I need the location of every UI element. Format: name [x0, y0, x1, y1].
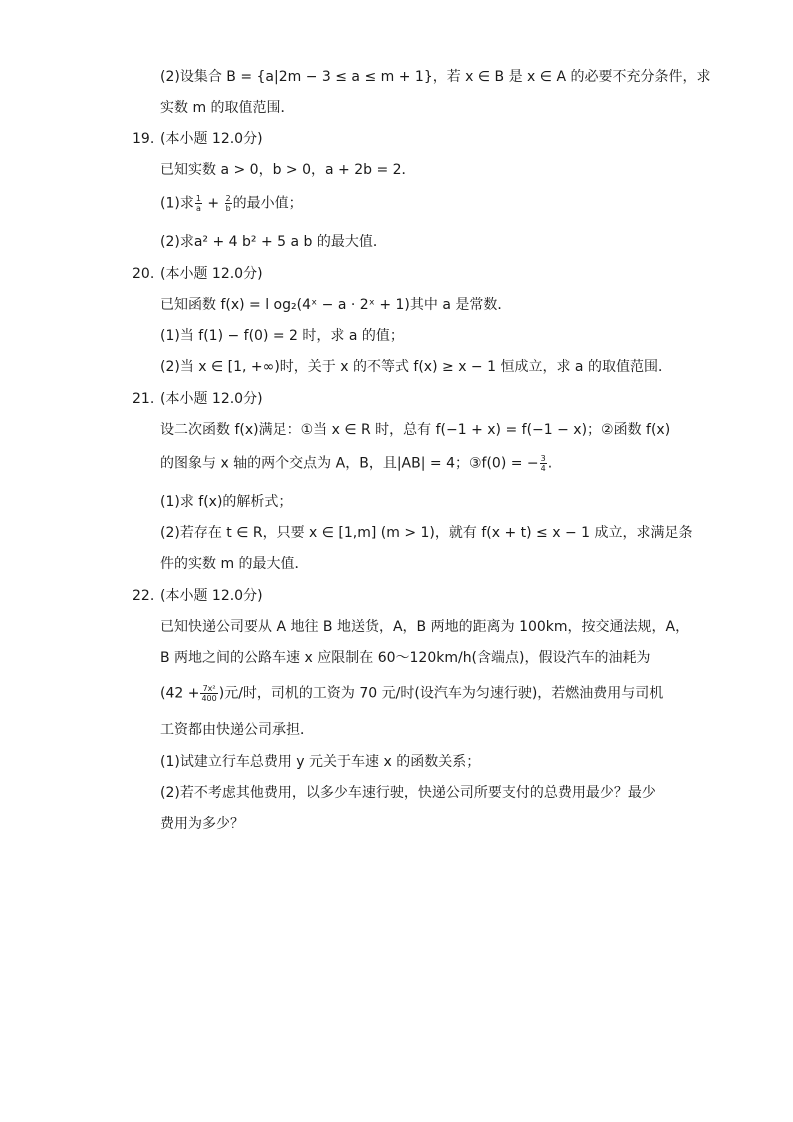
question-19-part2: (2)求a² + 4 b² + 5 a b 的最大值．: [160, 234, 387, 250]
question-22-score: (本小题 12.0分): [160, 588, 263, 604]
question-22-text-line3: (42 + $\frac{\text{7x²}}{400}$ )元/时，司机的工资为 70 元/时(设汽车为匀速行驶)，若燃油费用与司机: [160, 684, 664, 703]
question-21-part2-line2: 件的实数 m 的最大值．: [160, 556, 309, 572]
question-20-part2: (2)当 x ∈ [1, +∞)时，关于 x 的不等式 f(x) ≥ x − 1 恒成立，求 a 的取值范围．: [160, 359, 672, 375]
question-20-text: 已知函数 f(x) = l og₂(4ˣ − a · 2ˣ + 1)其中 a 是常数．: [160, 297, 512, 313]
question-22-text-line4: 工资都由快递公司承担．: [160, 722, 314, 738]
q19-part1-prefix: (1)求: [160, 195, 194, 212]
question-20-part1: (1)当 f(1) − f(0) = 2 时，求 a 的值；: [160, 328, 404, 344]
fraction-2-over-b: $\frac{2}{b}$: [225, 194, 231, 213]
question-21-text-line2: 的图象与 x 轴的两个交点为 A，B，且|AB| = 4；③f(0) = − $\frac{3}{4}$ .: [160, 454, 553, 473]
question-19-score: (本小题 12.0分): [160, 131, 263, 147]
question-20-score: (本小题 12.0分): [160, 266, 263, 282]
fraction-1-over-a: $\frac{1}{a}$: [195, 194, 201, 213]
question-19-text: 已知实数 a > 0，b > 0，a + 2b = 2．: [160, 162, 416, 178]
question-22-part2-line1: (2)若不考虑其他费用，以多少车速行驶，快递公司所要支付的总费用最少？最少: [160, 785, 656, 801]
question-22-part1: (1)试建立行车总费用 y 元关于车速 x 的函数关系；: [160, 754, 481, 770]
question-21-number: 21.: [132, 391, 155, 407]
q18-part2-line1: (2)设集合 B = {a|2m − 3 ≤ a ≤ m + 1}，若 x ∈ B 是 x ∈ A 的必要不充分条件，求: [160, 69, 711, 85]
question-21-score: (本小题 12.0分): [160, 391, 263, 407]
question-19-part1: (1)求 $\frac{1}{a}$ + $\frac{2}{b}$ 的最小值；: [160, 194, 303, 213]
question-20-number: 20.: [132, 266, 155, 282]
question-22-part2-line2: 费用为多少？: [160, 816, 244, 832]
q19-part1-suffix: 的最小值；: [232, 195, 303, 212]
question-21-part1: (1)求 f(x)的解析式；: [160, 494, 293, 510]
q18-part2-line2: 实数 m 的取值范围．: [160, 100, 295, 116]
fraction-7x2-over-400: $\frac{\text{7x²}}{400}$: [201, 684, 217, 703]
question-22-text-line2: B 两地之间的公路车速 x 应限制在 60～120km/h(含端点)，假设汽车的油耗为: [160, 650, 651, 666]
question-22-number: 22.: [132, 588, 155, 604]
question-22-text-line1: 已知快递公司要从 A 地往 B 地送货，A，B 两地的距离为 100km，按交通法规，A，: [160, 619, 690, 635]
question-19-number: 19.: [132, 131, 155, 147]
question-21-part2-line1: (2)若存在 t ∈ R，只要 x ∈ [1,m] (m > 1)，就有 f(x + t) ≤ x − 1 成立，求满足条: [160, 525, 693, 541]
fraction-3-over-4: $\frac{3}{4}$: [540, 454, 546, 473]
question-21-text-line1: 设二次函数 f(x)满足：①当 x ∈ R 时，总有 f(−1 + x) = f(−1 − x)；②函数 f(x): [160, 422, 671, 438]
